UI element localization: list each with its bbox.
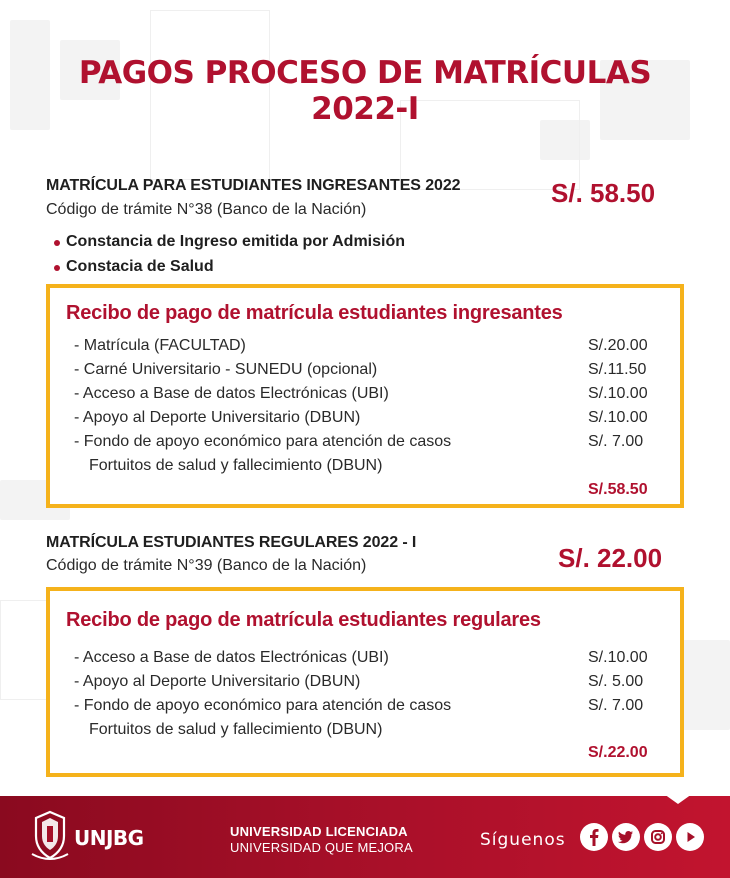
receipt-row-continuation: [74, 721, 656, 741]
receipt-item-label: - Fondo de apoyo económico para atención de casos: [74, 433, 452, 450]
receipt-row: [74, 337, 656, 357]
receipt-item-label: - Acceso a Base de datos Electrónicas (UBI): [74, 385, 389, 402]
section-code-ingresantes: Código de trámite N°38 (Banco de la Nación): [46, 201, 367, 218]
receipt-row: [74, 649, 656, 669]
receipt-row: [74, 361, 656, 381]
receipt-item-amount: S/. 7.00: [588, 697, 644, 714]
receipt-item-label: Fortuitos de salud y fallecimiento (DBUN): [89, 721, 383, 738]
follow-label: Síguenos: [480, 830, 566, 850]
footer-notch: [664, 794, 692, 804]
bullet-icon: [54, 240, 60, 246]
receipt-item-amount: S/.10.00: [588, 649, 648, 666]
receipt-item-label: - Matrícula (FACULTAD): [74, 337, 246, 354]
footer-bar: [0, 796, 730, 878]
receipt-item-label: - Carné Universitario - SUNEDU (opcional): [74, 361, 378, 378]
section-heading-regulares: MATRÍCULA ESTUDIANTES REGULARES 2022 - I: [46, 534, 417, 551]
page-title: PAGOS PROCESO DE MATRÍCULAS: [78, 55, 652, 91]
youtube-icon[interactable]: [676, 823, 704, 851]
receipt-item-amount: S/. 5.00: [588, 673, 644, 690]
instagram-icon[interactable]: [644, 823, 672, 851]
requirement-item: Constancia de Ingreso emitida por Admisión: [54, 233, 405, 251]
receipt-item-amount: S/.10.00: [588, 385, 648, 402]
receipt-row: [74, 385, 656, 405]
receipt-row: [74, 433, 656, 453]
receipt-item-amount: S/.20.00: [588, 337, 648, 354]
receipt-title-regulares: Recibo de pago de matrícula estudiantes regulares: [66, 609, 541, 631]
receipt-row-continuation: [74, 457, 656, 477]
section-code-regulares: Código de trámite N°39 (Banco de la Nación): [46, 557, 367, 574]
university-logo-text: UNJBG: [74, 826, 144, 850]
price-ingresantes: S/. 58.50: [551, 178, 656, 208]
requirement-item: Constacia de Salud: [54, 258, 214, 276]
section-heading-ingresantes: MATRÍCULA PARA ESTUDIANTES INGRESANTES 2022: [46, 177, 461, 194]
receipt-item-label: Fortuitos de salud y fallecimiento (DBUN): [89, 457, 383, 474]
receipt-item-amount: S/. 7.00: [588, 433, 644, 450]
receipt-item-label: - Apoyo al Deporte Universitario (DBUN): [74, 409, 361, 426]
receipt-total-ingresantes: S/.58.50: [588, 481, 648, 498]
receipt-row: [74, 697, 656, 717]
receipt-item-label: - Fondo de apoyo económico para atención de casos: [74, 697, 452, 714]
page-title-year: 2022-I: [311, 91, 419, 127]
receipt-item-amount: S/.11.50: [588, 361, 647, 378]
university-emblem-icon: [30, 810, 70, 862]
receipt-row: [74, 409, 656, 429]
receipt-item-amount: S/.10.00: [588, 409, 648, 426]
receipt-row: [74, 673, 656, 693]
facebook-icon[interactable]: [580, 823, 608, 851]
receipt-item-label: - Apoyo al Deporte Universitario (DBUN): [74, 673, 361, 690]
twitter-icon[interactable]: [612, 823, 640, 851]
receipt-total-regulares: S/.22.00: [588, 744, 648, 761]
price-regulares: S/. 22.00: [558, 543, 663, 573]
receipt-box-regulares: [46, 587, 684, 777]
receipt-title-ingresantes: Recibo de pago de matrícula estudiantes ingresantes: [66, 302, 563, 324]
footer-tagline-1: UNIVERSIDAD LICENCIADA: [230, 824, 408, 839]
receipt-box-ingresantes: [46, 284, 684, 508]
receipt-item-label: - Acceso a Base de datos Electrónicas (UBI): [74, 649, 389, 666]
footer-tagline-2: UNIVERSIDAD QUE MEJORA: [230, 840, 413, 855]
bullet-icon: [54, 265, 60, 271]
